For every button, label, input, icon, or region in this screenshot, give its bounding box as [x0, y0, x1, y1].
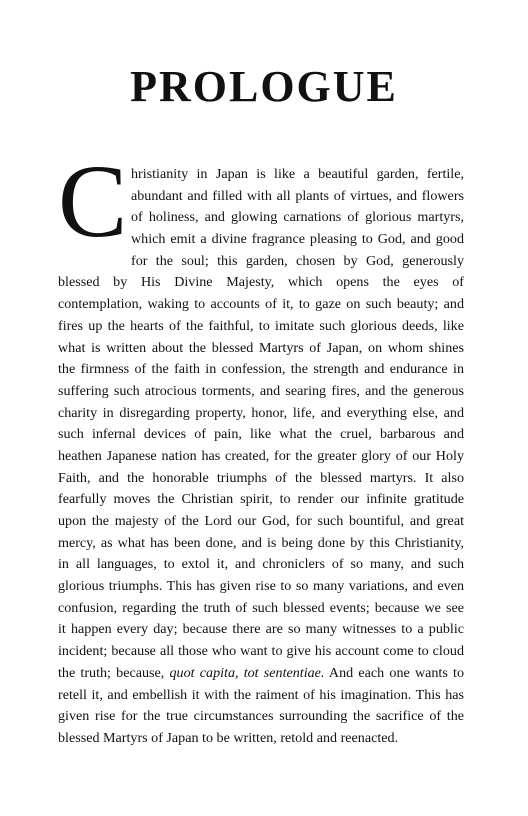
- text-line: hristianity in Japan is like a beautiful garden, fertile,: [131, 166, 464, 182]
- text-line: it happen every day; because there are so many witnesses to a public: [58, 621, 464, 638]
- text-line: abundant and filled with all plants of virtues, and flowers: [131, 187, 464, 204]
- text-line: Faith, and the honorable triumphs of the blessed martyrs. It also: [58, 469, 464, 486]
- text-line: contemplation, waking to accounts of it, to gaze on such beauty; and: [58, 296, 464, 313]
- text-line: glorious triumphs. This has given rise to so many variations, and even: [58, 578, 464, 595]
- line-segment: the truth; because,: [58, 664, 170, 681]
- text-line: fearfully moves the Christian spirit, to render our infinite gratitude: [58, 491, 464, 508]
- text-line: of holiness, and glowing carnations of glorious martyrs,: [131, 209, 464, 226]
- text-line: [58, 663, 464, 685]
- prologue-body: [58, 164, 464, 750]
- text-line: retell it, and embellish it with the raiment of his imagination. This has: [58, 686, 464, 703]
- text-line: for the soul; this garden, chosen by God, generously: [131, 252, 464, 269]
- line-segment: And each one wants to: [324, 664, 464, 681]
- drop-cap: C: [58, 144, 128, 259]
- text-line: heathen Japanese nation has created, for the greater glory of our Holy: [58, 447, 464, 464]
- text-line: mercy, as what has been done, and is being done by this Christianity,: [58, 534, 464, 551]
- text-line: blessed Martyrs of Japan to be written, retold and reenacted.: [58, 729, 399, 746]
- text-line: upon the majesty of the Lord our God, for such bountiful, and great: [58, 513, 464, 529]
- text-line: in all languages, to extol it, and chroniclers of so many, and such: [58, 556, 464, 573]
- text-line: blessed by His Divine Majesty, which opens the eyes of: [58, 274, 464, 291]
- text-line: which emit a divine fragrance pleasing to God, and good: [131, 231, 464, 248]
- text-line: such infernal devices of pain, like what the cruel, barbarous and: [58, 426, 464, 443]
- text-line: suffering such atrocious torments, and searing fires, and the generous: [58, 382, 464, 399]
- latin-quote: quot capita, tot sententiae.: [169, 664, 325, 681]
- text-line: confusion, regarding the truth of such blessed events; because we see: [58, 599, 464, 616]
- text-line: the firmness of the faith in confession, the strength and endurance in: [58, 361, 464, 378]
- text-line: fires up the hearts of the faithful, to imitate such glorious deeds, like: [58, 317, 464, 334]
- text-line: incident; because all those who want to give his account come to cloud: [58, 643, 464, 660]
- text-line: charity in disregarding property, honor, life, and everything else, and: [58, 404, 464, 421]
- text-line: given rise for the true circumstances surrounding the sacrifice of the: [58, 708, 464, 725]
- text-line: what is written about the blessed Martyrs of Japan, on whom shines: [58, 339, 464, 356]
- page-title: PROLOGUE: [130, 62, 398, 111]
